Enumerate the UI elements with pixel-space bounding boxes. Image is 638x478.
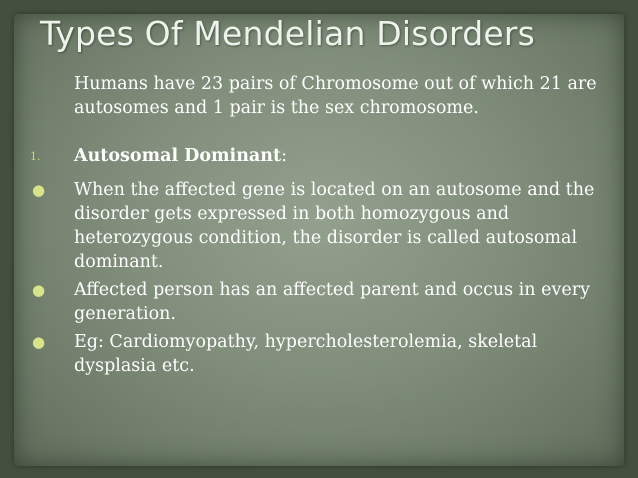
bullet-icon: ● [32, 333, 46, 351]
list-number: 1. [30, 150, 41, 163]
slide-title: Types Of Mendelian Disorders [40, 14, 536, 53]
bullet-item [30, 278, 610, 326]
bullet-text: Eg: Cardiomyopathy, hypercholesterolemia, skeletal dysplasia etc. [74, 332, 538, 376]
bullet-icon: ● [32, 281, 46, 299]
slide-body [30, 72, 610, 382]
numbered-item-autosomal-dominant [30, 144, 610, 168]
bullet-item [30, 330, 610, 378]
bullet-text: Affected person has an affected parent and occus in every generation. [74, 280, 590, 324]
intro-paragraph: Humans have 23 pairs of Chromosome out of which 21 are autosomes and 1 pair is the sex chromosome. [74, 74, 597, 118]
section-heading: Autosomal Dominant [74, 146, 282, 166]
bullet-text: When the affected gene is located on an autosome and the disorder gets expressed in both homozygous and heterozygous condition, the disorder is called autosomal dominant. [74, 180, 595, 272]
bullet-icon: ● [32, 181, 46, 199]
bullet-item [30, 178, 610, 274]
section-heading-suffix: : [281, 146, 287, 166]
